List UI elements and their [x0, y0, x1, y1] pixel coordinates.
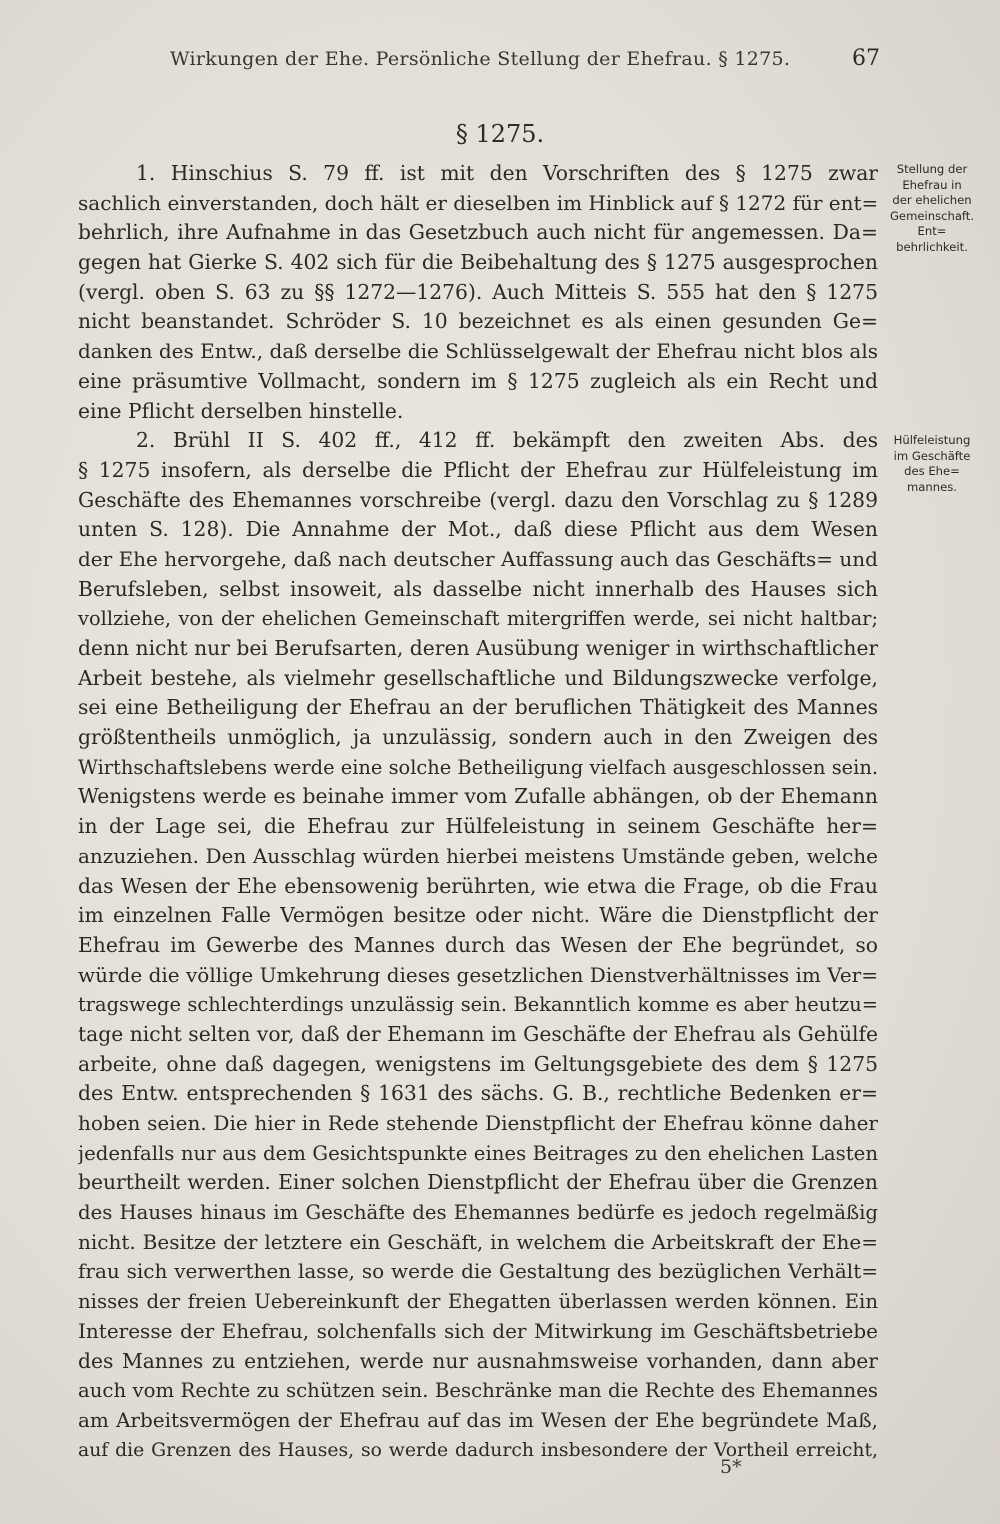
text-line: nicht. Besitze der letztere ein Geschäft, in welchem die Arbeitskraft der Ehe=: [78, 1229, 878, 1254]
text-line: 2. Brühl II S. 402 ff., 412 ff. bekämpft den zweiten Abs. des: [136, 428, 878, 453]
text-line: jedenfalls nur aus dem Gesichtspunkte eines Beitrages zu den ehelichen Lasten: [78, 1141, 878, 1165]
margin-note-line: behrlichkeit.: [896, 239, 968, 254]
text-line: Wenigstens werde es beinahe immer vom Zufalle abhängen, ob der Ehemann: [78, 784, 878, 809]
text-line: anzuziehen. Den Ausschlag würden hierbei meistens Umstände geben, welche: [78, 843, 878, 868]
text-line: das Wesen der Ehe ebensowenig berührten, wie etwa die Frage, ob die Frau: [78, 873, 878, 898]
text-line: Geschäfte des Ehemannes vorschreibe (vergl. dazu den Vorschlag zu § 1289: [78, 487, 878, 512]
margin-note-line: Hülfeleistung: [893, 433, 971, 447]
text-line: des Entw. entsprechenden § 1631 des sächs. G. B., rechtliche Bedenken er=: [78, 1081, 878, 1106]
text-line: des Hauses hinaus im Geschäfte des Ehemannes bedürfe es jedoch regelmäßig: [78, 1201, 878, 1225]
text-line: des Mannes zu entziehen, werde nur ausnahmsweise vorhanden, dann aber: [78, 1348, 878, 1373]
text-line: sei eine Betheiligung der Ehefrau an der beruflichen Thätigkeit des Mannes: [78, 695, 878, 720]
text-line: nisses der freien Uebereinkunft der Ehegatten überlassen werden können. Ein: [78, 1290, 878, 1314]
body-text: [78, 159, 878, 1465]
text-line: eine Pflicht derselben hinstelle.: [78, 398, 404, 423]
text-line: unten S. 128). Die Annahme der Mot., daß diese Pflicht aus dem Wesen: [78, 517, 878, 542]
margin-note-line: Ent=: [917, 224, 947, 238]
page-number: 67: [852, 46, 880, 71]
text-line: in der Lage sei, die Ehefrau zur Hülfeleistung in seinem Geschäfte her=: [78, 814, 878, 839]
text-line: arbeite, ohne daß dagegen, wenigstens im Geltungsgebiete des dem § 1275: [78, 1051, 878, 1076]
text-line: nicht beanstandet. Schröder S. 10 bezeichnet es als einen gesunden Ge=: [78, 309, 878, 334]
signature-mark: 5*: [720, 1456, 742, 1478]
margin-note-line: Ehefrau in: [902, 177, 962, 192]
text-line: Berufsleben, selbst insoweit, als dasselbe nicht innerhalb des Hauses sich: [78, 576, 878, 601]
text-line: Ehefrau im Gewerbe des Mannes durch das Wesen der Ehe begründet, so: [78, 932, 878, 957]
text-line: beurtheilt werden. Einer solchen Dienstpflicht der Ehefrau über die Grenzen: [78, 1170, 878, 1195]
margin-note-stellung: [882, 162, 982, 255]
margin-note-huelfeleistung: [882, 433, 982, 495]
text-line: § 1275 insofern, als derselbe die Pflicht der Ehefrau zur Hülfeleistung im: [78, 457, 878, 482]
text-line: würde die völlige Umkehrung dieses gesetzlichen Dienstverhältnisses im Ver=: [78, 962, 878, 987]
text-line: 1. Hinschius S. 79 ff. ist mit den Vorschriften des § 1275 zwar: [136, 161, 878, 185]
text-line: der Ehe hervorgehe, daß nach deutscher Auffassung auch das Geschäfts= und: [78, 546, 878, 571]
margin-note-line: mannes.: [907, 479, 957, 494]
text-line: vollziehe, von der ehelichen Gemeinschaft mitergriffen werde, sei nicht haltbar;: [78, 607, 878, 631]
margin-note-line: Stellung der: [896, 162, 968, 176]
text-line: auf die Grenzen des Hauses, so werde dadurch insbesondere der Vortheil erreicht,: [78, 1439, 878, 1461]
text-line: eine präsumtive Vollmacht, sondern im § 1275 zugleich als ein Recht und: [78, 368, 878, 393]
text-line: denn nicht nur bei Berufsarten, deren Ausübung weniger in wirthschaftlicher: [78, 636, 878, 660]
text-line: Wirthschaftslebens werde eine solche Betheiligung vielfach ausgeschlossen sein.: [78, 755, 878, 779]
text-line: am Arbeitsvermögen der Ehefrau auf das im Wesen der Ehe begründete Maß,: [78, 1407, 878, 1432]
text-line: im einzelnen Falle Vermögen besitze oder nicht. Wäre die Dienstpflicht der: [78, 903, 878, 928]
text-line: Interesse der Ehefrau, solchenfalls sich der Mitwirkung im Geschäftsbetriebe: [78, 1318, 878, 1343]
margin-note-line: Gemeinschaft.: [889, 208, 975, 223]
text-line: danken des Entw., daß derselbe die Schlüsselgewalt der Ehefrau nicht blos als: [78, 339, 878, 364]
text-line: frau sich verwerthen lasse, so werde die Gestaltung des bezüglichen Verhält=: [78, 1259, 878, 1284]
margin-note-line: im Geschäfte: [893, 448, 971, 463]
section-heading: § 1275.: [455, 120, 545, 148]
text-line: behrlich, ihre Aufnahme in das Gesetzbuch auch nicht für angemessen. Da=: [78, 220, 878, 245]
text-line: gegen hat Gierke S. 402 sich für die Beibehaltung des § 1275 ausgesprochen: [78, 250, 878, 275]
text-line: auch vom Rechte zu schützen sein. Beschränke man die Rechte des Ehemannes: [78, 1379, 878, 1403]
text-line: hoben seien. Die hier in Rede stehende Dienstpflicht der Ehefrau könne daher: [78, 1111, 878, 1135]
text-line: (vergl. oben S. 63 zu §§ 1272—1276). Auch Mitteis S. 555 hat den § 1275: [78, 279, 878, 304]
running-head: Wirkungen der Ehe. Persönliche Stellung der Ehefrau. § 1275.: [170, 48, 791, 70]
margin-note-line: des Ehe=: [904, 464, 960, 478]
text-line: tage nicht selten vor, daß der Ehemann im Geschäfte der Ehefrau als Gehülfe: [78, 1021, 878, 1046]
text-line: Arbeit bestehe, als vielmehr gesellschaftliche und Bildungszwecke verfolge,: [78, 665, 878, 690]
text-line: sachlich einverstanden, doch hält er dieselben im Hinblick auf § 1272 für ent=: [78, 190, 878, 215]
text-line: tragswege schlechterdings unzulässig sein. Bekanntlich komme es aber heutzu=: [78, 993, 878, 1017]
margin-note-line: der ehelichen: [892, 193, 972, 207]
text-line: größtentheils unmöglich, ja unzulässig, sondern auch in den Zweigen des: [78, 725, 878, 750]
